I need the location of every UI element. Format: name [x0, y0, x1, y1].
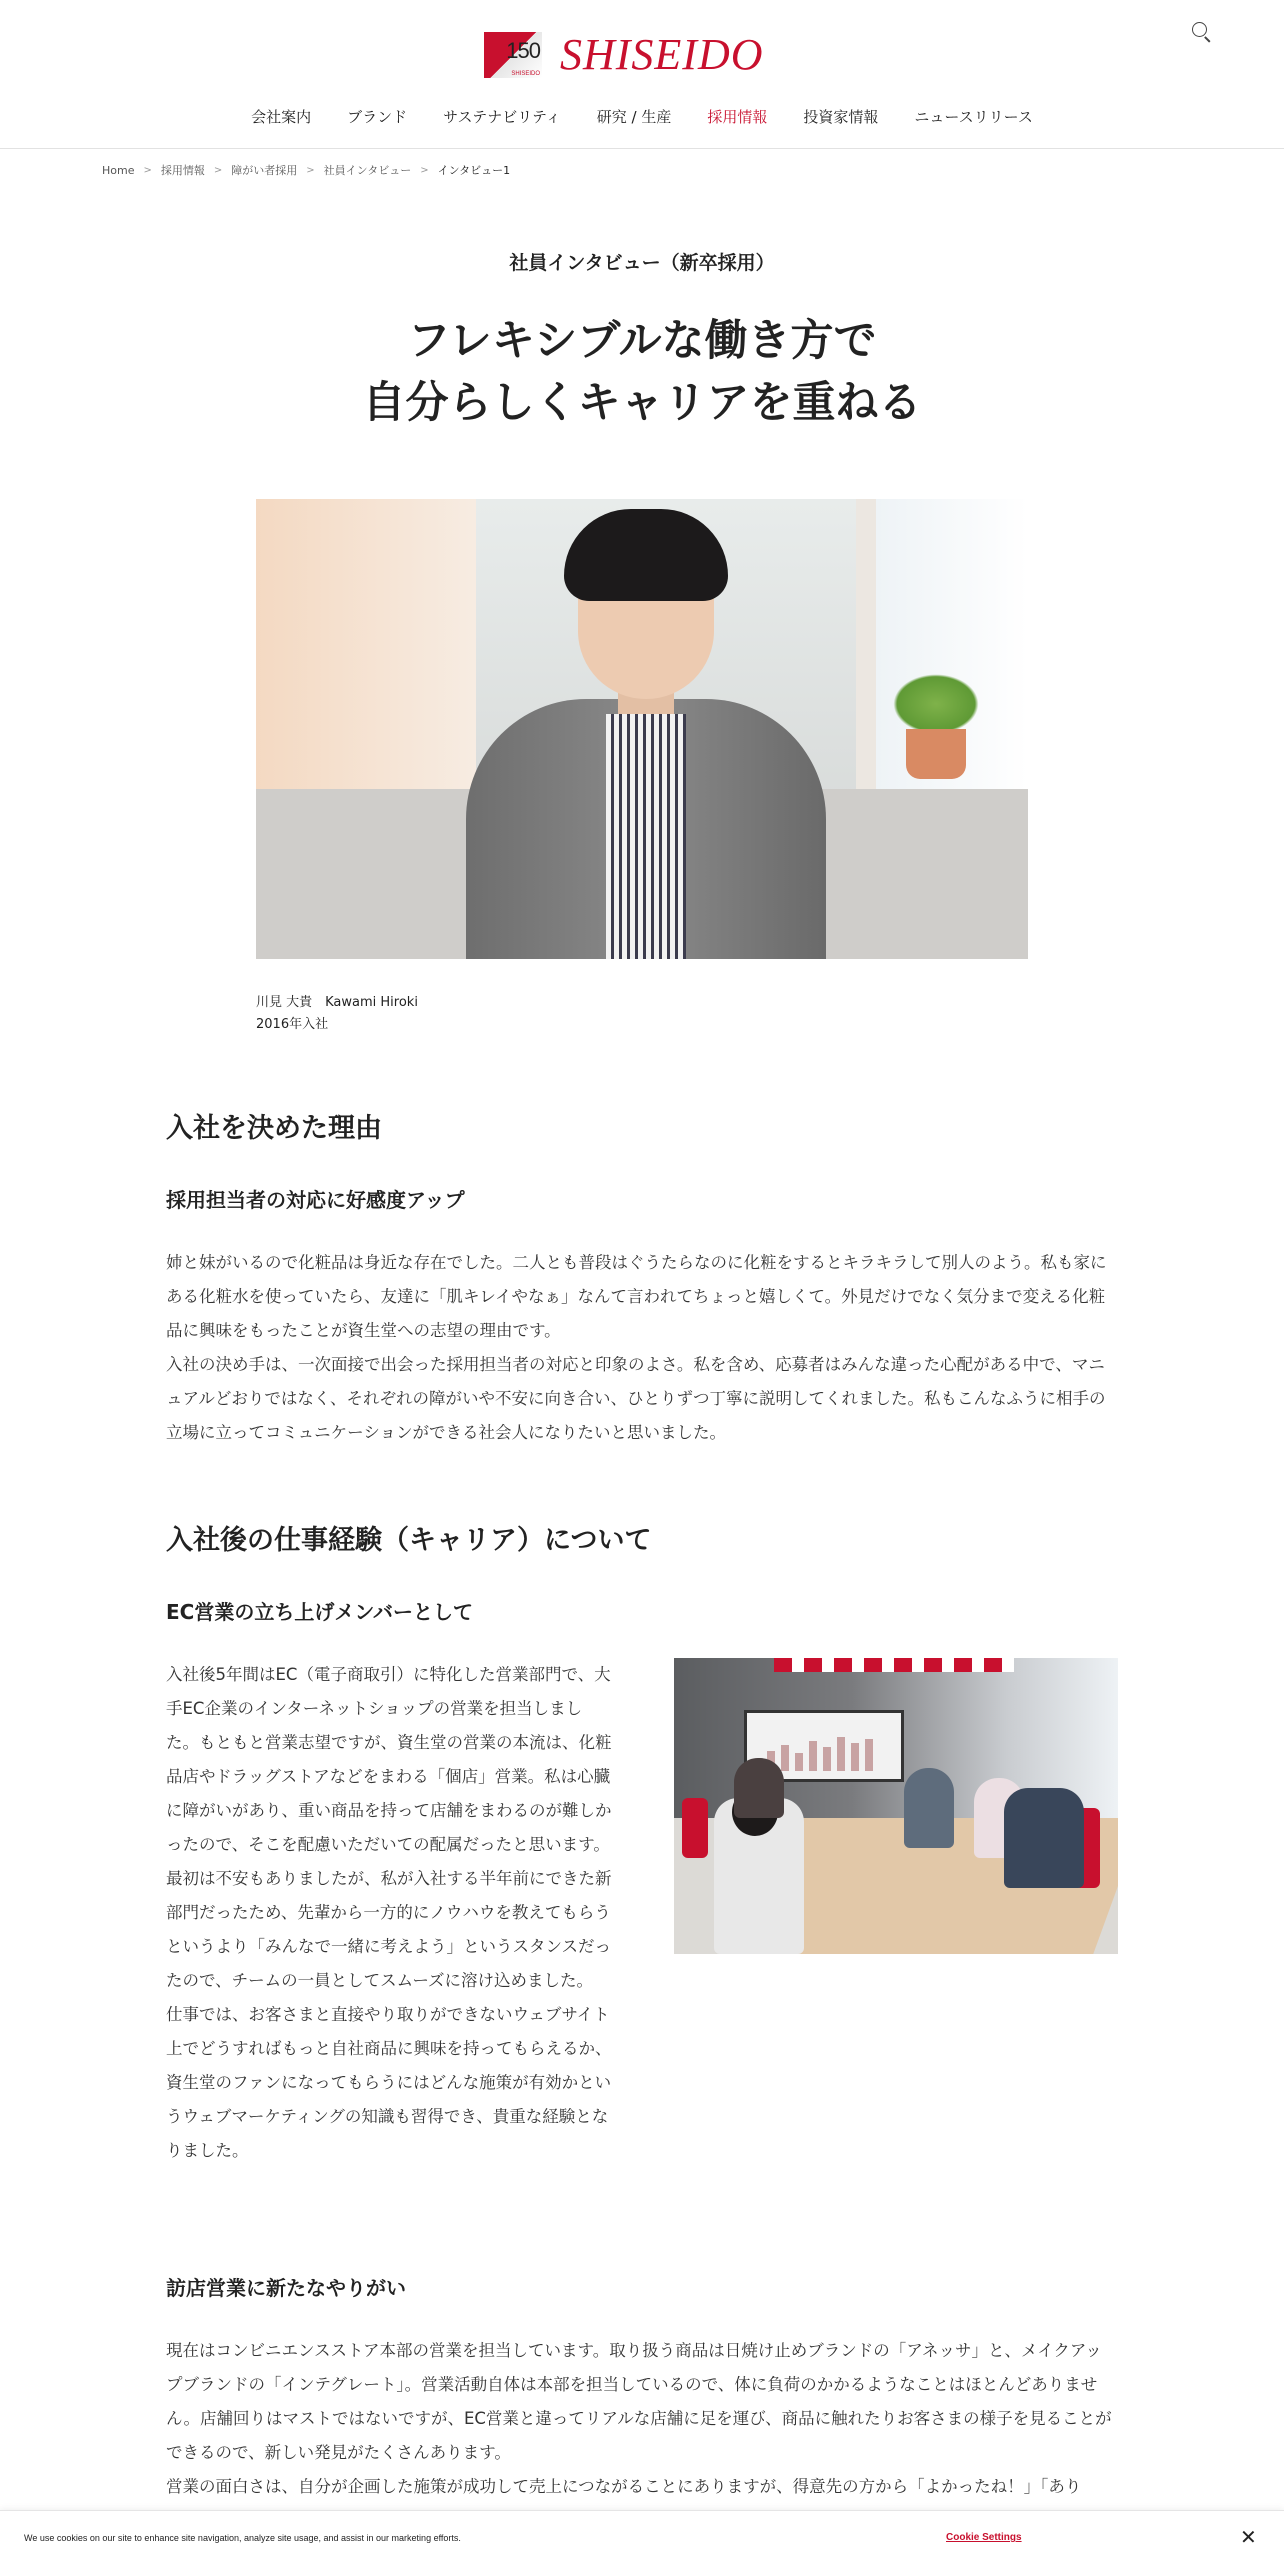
photo-caption: [256, 992, 418, 1036]
chevron-right-icon: >: [306, 164, 315, 176]
interviewee-photo: [256, 499, 1028, 959]
section2-paragraph-2: 最初は不安もありましたが、私が入社する半年前にできた新部門だったため、先輩から一方的にノウハウを教えてもらうというより「みんなで一緒に考えよう」というスタンスだったので、チームの一員としてスムーズに溶け込めました。: [166, 1869, 612, 1990]
caption-year: 2016年入社: [256, 1017, 329, 1032]
main-nav: [0, 106, 1284, 127]
meeting-photo: [674, 1658, 1118, 1954]
anniversary-150-logo: [484, 32, 542, 78]
section-heading-career: 入社後の仕事経験（キャリア）について: [166, 1525, 652, 1556]
breadcrumb-recruit[interactable]: 採用情報: [160, 164, 205, 177]
section-subheading-ec: EC営業の立ち上げメンバーとして: [166, 1600, 473, 1624]
section2-paragraph-1: 入社後5年間はEC（電子商取引）に特化した営業部門で、大手EC企業のインターネットショップの営業を担当しました。もともと営業志望ですが、資生堂の営業の本流は、化粧品店やドラッグストアなどをまわる「個店」営業。私は心臓に障がいがあり、重い商品を持って店舗をまわるのが難しかったので、そこを配慮いただいての配属だったと思います。: [166, 1665, 612, 1854]
close-icon[interactable]: ✕: [1240, 2525, 1257, 2549]
page-title: [0, 310, 1284, 434]
breadcrumb-current: インタビュー1: [437, 164, 511, 177]
cookie-banner: [0, 2510, 1284, 2568]
section1-body: [166, 1246, 1118, 1450]
caption-name: 川見 大貴 Kawami Hiroki: [256, 995, 418, 1010]
cookie-message: We use cookies on our site to enhance site navigation, analyze site usage, and assist in our marketing efforts.: [24, 2533, 461, 2543]
section-subheading-store-sales: 訪店営業に新たなやりがい: [166, 2276, 406, 2300]
section-subheading-recruiter: 採用担当者の対応に好感度アップ: [166, 1188, 465, 1212]
logo-150-number: 150: [506, 38, 540, 63]
breadcrumb: [102, 162, 510, 178]
search-icon[interactable]: [1190, 20, 1214, 44]
section1-paragraph-1: 姉と妹がいるので化粧品は身近な存在でした。二人とも普段はぐうたらなのに化粧をするとキラキラして別人のよう。私も家にある化粧水を使っていたら、友達に「肌キレイやなぁ」なんて言われてちょっと嬉しくて。外見だけでなく気分まで変える化粧品に興味をもったことが資生堂への志望の理由です。: [166, 1253, 1107, 1340]
chevron-right-icon: >: [420, 164, 429, 176]
section2-paragraph-5: 営業の面白さは、自分が企画した施策が成功して売上につながることにありますが、得意先の方から「よかったね！」「あり: [166, 2477, 1082, 2496]
nav-item-research[interactable]: 研究 / 生産: [596, 108, 672, 126]
section2-body: [166, 1658, 614, 2168]
section2-body-2: [166, 2334, 1118, 2504]
nav-item-sustainability[interactable]: サステナビリティ: [443, 108, 561, 126]
logo-150-small-text: SHISEIDO: [511, 71, 540, 77]
logo[interactable]: [484, 30, 764, 80]
breadcrumb-interviews[interactable]: 社員インタビュー: [323, 164, 412, 177]
chevron-right-icon: >: [143, 164, 152, 176]
site-header: [0, 0, 1284, 149]
nav-item-news[interactable]: ニュースリリース: [914, 108, 1033, 126]
section1-paragraph-2: 入社の決め手は、一次面接で出会った採用担当者の対応と印象のよさ。私を含め、応募者はみんな違った心配がある中で、マニュアルどおりではなく、それぞれの障がいや不安に向き合い、ひとりずつ丁寧に説明してくれました。私もこんなふうに相手の立場に立ってコミュニケーションができる社会人になりたいと思いました。: [166, 1355, 1106, 1442]
breadcrumb-disability-recruit[interactable]: 障がい者採用: [231, 164, 298, 177]
cookie-settings-link[interactable]: Cookie Settings: [946, 2532, 1022, 2543]
search-icon-handle: [1204, 36, 1210, 42]
section2-paragraph-3: 仕事では、お客さまと直接やり取りができないウェブサイト上でどうすればもっと自社商品に興味を持ってもらえるか、資生堂のファンになってもらうにはどんな施策が有効かというウェブマーケティングの知識も習得でき、貴重な経験となりました。: [166, 2005, 612, 2160]
section2-paragraph-4: 現在はコンビニエンスストア本部の営業を担当しています。取り扱う商品は日焼け止めブランドの「アネッサ」と、メイクアップブランドの「インテグレート」。営業活動自体は本部を担当しているので、体に負荷のかかるようなことはほとんどありません。店舗回りはマストではないですが、EC営業と違ってリアルな店舗に足を運び、商品に触れたりお客さまの様子を見ることができるので、新しい発見がたくさんあります。: [166, 2341, 1112, 2462]
breadcrumb-home[interactable]: Home: [102, 163, 135, 177]
shiseido-wordmark: SHISEIDO: [560, 30, 764, 79]
page-subtitle: 社員インタビュー（新卒採用）: [509, 252, 775, 274]
search-icon-ring: [1192, 22, 1207, 37]
page-title-line2: 自分らしくキャリアを重ねる: [362, 378, 922, 428]
nav-item-recruit[interactable]: 採用情報: [707, 108, 768, 126]
nav-item-brand[interactable]: ブランド: [347, 108, 408, 126]
section-heading-reason: 入社を決めた理由: [166, 1113, 382, 1144]
nav-item-investors[interactable]: 投資家情報: [803, 108, 879, 126]
page-title-line1: フレキシブルな働き方で: [407, 316, 877, 366]
nav-item-company[interactable]: 会社案内: [251, 108, 312, 126]
chevron-right-icon: >: [213, 164, 223, 176]
